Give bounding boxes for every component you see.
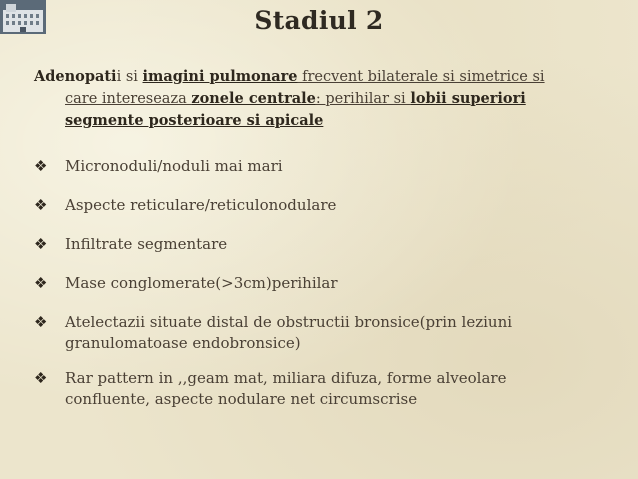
list-item: [34, 234, 594, 255]
list-item-text: Aspecte reticulare/reticulonodulare: [65, 196, 337, 214]
intro-frecvent: frecvent bilaterale si simetrice si: [297, 69, 545, 85]
findings-list: [34, 156, 594, 428]
diamond-bullet-icon: ❖: [34, 235, 48, 253]
list-item: [34, 368, 594, 410]
intro-hanging-lines: [34, 88, 604, 132]
intro-si: si: [121, 69, 143, 85]
list-item-text: Atelectazii situate distal de obstructii bronsice(prin leziuni granulomatoase endobronsice): [65, 313, 513, 352]
intro-segmente: segmente posterioare si apicale: [65, 112, 324, 129]
intro-paragraph: [34, 66, 604, 132]
diamond-bullet-icon: ❖: [34, 313, 48, 331]
list-item: [34, 156, 594, 177]
list-item-text: Micronoduli/noduli mai mari: [65, 157, 283, 175]
list-item-text: Infiltrate segmentare: [65, 235, 228, 253]
diamond-bullet-icon: ❖: [34, 196, 48, 214]
intro-i: i: [116, 69, 122, 85]
list-item: [34, 273, 594, 294]
diamond-bullet-icon: ❖: [34, 369, 48, 387]
list-item-text: Mase conglomerate(>3cm)perihilar: [65, 274, 338, 292]
intro-adenopati: Adenopati: [34, 68, 117, 85]
intro-imagini-pulmonare: imagini pulmonare: [142, 68, 298, 85]
list-item: [34, 312, 594, 354]
slide-title: Stadiul 2: [254, 6, 384, 35]
intro-lobii-superiori: lobii superiori: [410, 90, 526, 107]
intro-care: care intereseaza: [65, 91, 192, 107]
intro-perihilar: : perihilar si: [315, 91, 411, 107]
list-item: [34, 195, 594, 216]
diamond-bullet-icon: ❖: [34, 274, 48, 292]
list-item-text: Rar pattern in ,,geam mat, miliara difuza, forme alveolare confluente, aspecte nodulare net circumscrise: [65, 369, 507, 408]
intro-zonele-centrale: zonele centrale: [191, 90, 316, 107]
diamond-bullet-icon: ❖: [34, 157, 48, 175]
